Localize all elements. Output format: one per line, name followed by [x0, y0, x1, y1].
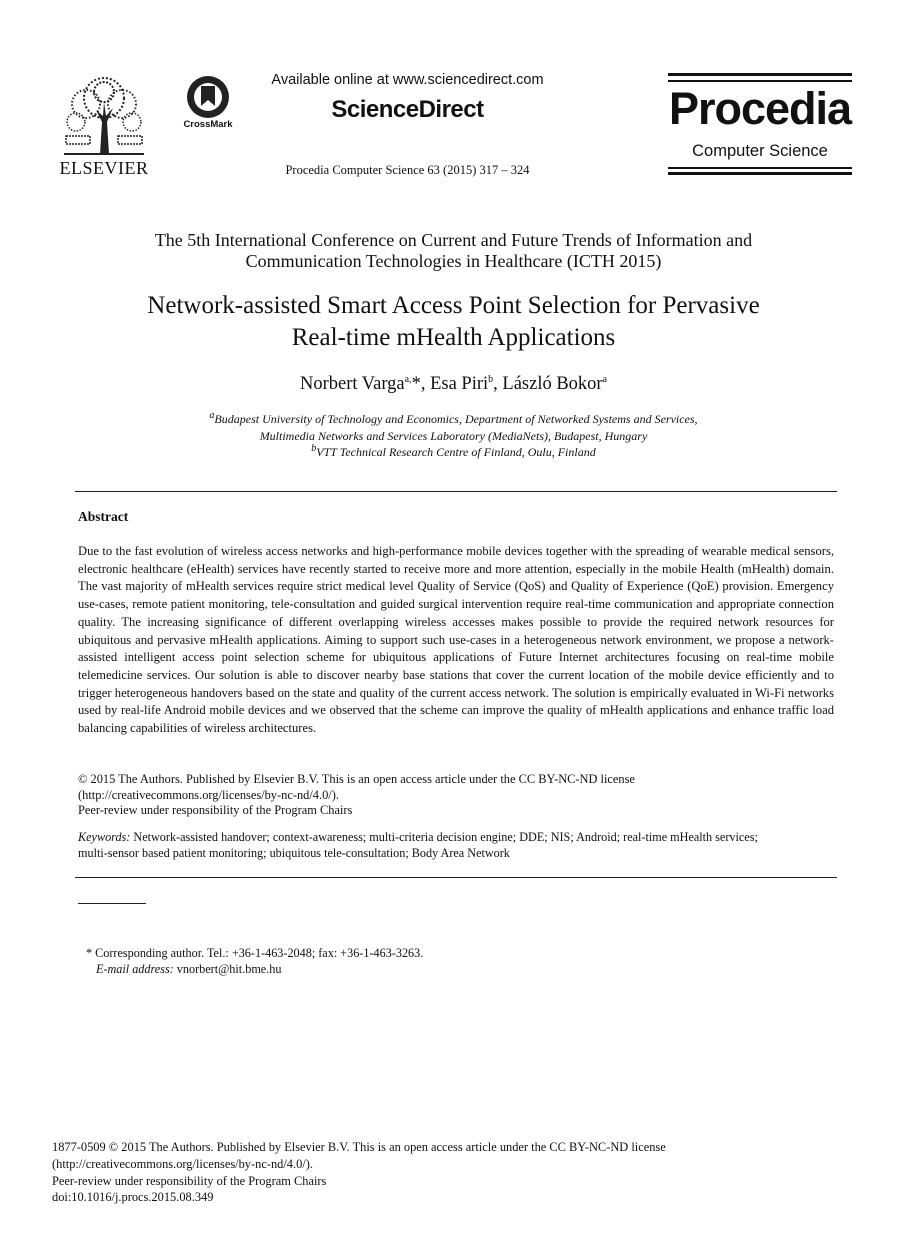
issn-copyright-block	[52, 1139, 812, 1206]
license-link[interactable]: (http://creativecommons.org/licenses/by-nc-nd/4.0/).	[78, 787, 339, 802]
conference-name	[60, 230, 847, 272]
elsevier-tree-icon	[56, 74, 152, 156]
title-line: Real-time mHealth Applications	[291, 324, 616, 351]
author-affiliation-mark: a	[602, 373, 608, 385]
conference-line: Communication Technologies in Healthcare (ICTH 2015)	[245, 251, 662, 271]
peer-review-line: Peer-review under responsibility of the Program Chairs	[78, 803, 353, 817]
author-name: Norbert Varga	[299, 374, 405, 394]
license-link[interactable]: (http://creativecommons.org/licenses/by-nc-nd/4.0/).	[52, 1156, 313, 1171]
procedia-logo	[668, 73, 852, 176]
affiliations	[60, 411, 847, 461]
procedia-title: Procedia	[668, 83, 852, 134]
sciencedirect-brand: ScienceDirect	[331, 96, 484, 123]
affiliation-line: Multimedia Networks and Services Laboratory (MediaNets), Budapest, Hungary	[259, 428, 648, 443]
elsevier-logo	[56, 74, 152, 178]
corresponding-author-footnote	[86, 945, 686, 977]
doi-link[interactable]: doi:10.1016/j.procs.2015.08.349	[52, 1190, 214, 1205]
keywords-text: multi-sensor based patient monitoring; ubiquitous tele-consultation; Body Area Network	[78, 846, 510, 860]
author-list	[60, 374, 847, 395]
procedia-rule-top-thin	[668, 80, 852, 82]
author-affiliation-mark: a,	[404, 373, 412, 385]
procedia-rule-top	[668, 73, 852, 76]
email-address[interactable]: vnorbert@hit.bme.hu	[173, 962, 282, 976]
procedia-rule-bottom-thin	[668, 167, 852, 169]
author-separator: ,	[420, 374, 431, 394]
email-label: E-mail address:	[96, 962, 174, 976]
license-line: © 2015 The Authors. Published by Elsevier B.V. This is an open access article under the CC BY-NC-ND license	[78, 772, 635, 786]
procedia-subtitle: Computer Science	[692, 142, 828, 160]
affiliation-text: VTT Technical Research Centre of Finland, Oulu, Finland	[316, 445, 596, 459]
license-notice	[78, 772, 834, 819]
divider-top	[75, 491, 837, 492]
footnote-contact: * Corresponding author. Tel.: +36-1-463-2048; fax: +36-1-463-3263.	[86, 946, 424, 960]
title-line: Network-assisted Smart Access Point Selection for Pervasive	[147, 292, 760, 319]
publisher-wordmark: ELSEVIER	[59, 158, 149, 178]
affiliation-line	[60, 411, 847, 428]
author-name: László Bokor	[502, 374, 603, 394]
affiliation-text: Budapest University of Technology and Economics, Department of Networked Systems and Services,	[214, 412, 698, 426]
keywords-label: Keywords:	[78, 830, 131, 844]
author-separator: ,	[493, 374, 503, 394]
abstract-heading: Abstract	[78, 509, 129, 524]
issn-line: 1877-0509 © 2015 The Authors. Published by Elsevier B.V. This is an open access article under the CC BY-NC-ND license	[52, 1140, 666, 1154]
available-online-text: Available online at www.sciencedirect.com	[271, 72, 544, 88]
paper-title	[60, 290, 847, 354]
crossmark-badge[interactable]	[177, 75, 239, 137]
peer-review-line: Peer-review under responsibility of the Program Chairs	[52, 1173, 327, 1188]
journal-reference: Procedia Computer Science 63 (2015) 317 – 324	[285, 163, 530, 177]
affiliation-mark: a	[209, 410, 215, 421]
abstract-body: Due to the fast evolution of wireless access networks and high-performance mobile devices together with the spreading of wearable medical sensors, electronic healthcare (eHealth) services have recently started to receive more and more attention, especially in the mobile Health (mHealth) domain. The vast majority of mHealth services require strict medical level Quality of Service (QoS) and Quality of Experience (QoE) provision. Emergency use-cases, remote patient monitoring, tele-consultation and guided surgical intervention require real-time communication and appropriate connection quality. The increasing significance of different overlapping wireless accesses makes possible to provide the required network resources for ubiquitous and pervasive mHealth applications. Aiming to support such use-cases in a heterogeneous network environment, we propose a network-assisted intelligent access point selection scheme for ubiquitous applications of Future Internet architectures focusing on real-time mobile telemedicine services. Our solution is able to discover nearby base stations that cover the current location of the mobile device efficiently and to trigger heterogeneous handovers based on the state and quality of the current access network. The solution is empirically evaluated in Wi-Fi networks used by real-life Android mobile devices and we observed that the scheme can improve the quality of mHealth applications and enhance traffic load balancing capabilities of wireless architectures.	[78, 544, 834, 736]
author-affiliation-mark: b	[488, 373, 494, 385]
keywords	[78, 829, 834, 861]
crossmark-label: CrossMark	[183, 119, 233, 130]
conference-line: The 5th International Conference on Current and Future Trends of Information and	[154, 230, 753, 250]
procedia-rule-bottom	[668, 172, 852, 175]
footnote-rule	[78, 903, 146, 904]
divider-bottom	[75, 877, 837, 878]
affiliation-mark: b	[311, 443, 317, 454]
crossmark-icon	[177, 75, 239, 121]
author-name: Esa Piri	[430, 374, 489, 394]
affiliation-line	[60, 444, 847, 461]
corresponding-mark: *	[411, 374, 421, 394]
keywords-text: Network-assisted handover; context-awareness; multi-criteria decision engine; DDE; NIS; Android; real-time mHealth services;	[130, 830, 758, 844]
